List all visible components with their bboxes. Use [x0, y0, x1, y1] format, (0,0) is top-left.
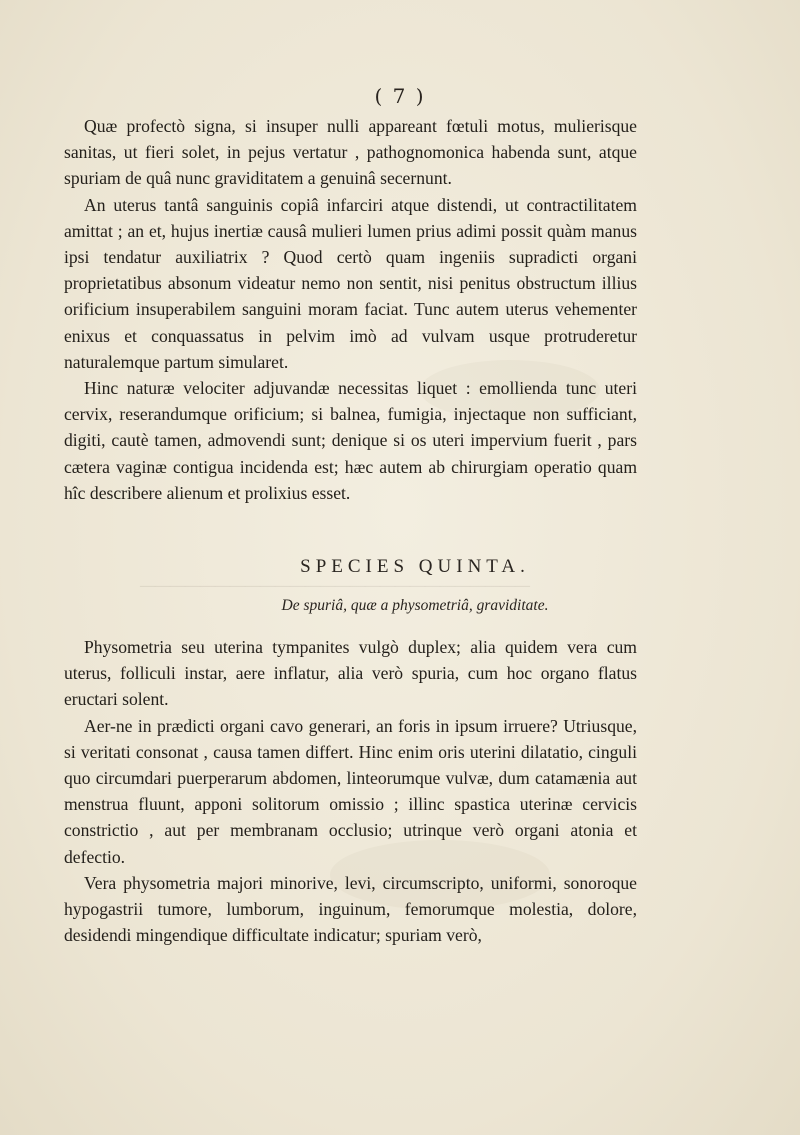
paragraph: An uterus tantâ sanguinis copiâ infarciri atque distendi, ut contractilitatem amittat ; an et, hujus inertiæ causâ mulieri lumen prius adimi possit quàm manus ipsi tendatur auxiliatrix ? Quod certò quam ingeniis supradicti organi proprietatibus absonum videatur nemo non sentit, nisi penitus obstructum illius orificium insuperabilem sanguini moram faciat. Tunc autem uterus vehementer enixus et conquassatus in pelvim imò ad vulvam usque protruderetur naturalemque partum simularet.	[64, 194, 637, 372]
text-block-top	[64, 113, 637, 506]
text-block-bottom	[64, 634, 637, 948]
page-number: ( 7 )	[374, 84, 426, 108]
paragraph: Physometria seu uterina tympanites vulgò duplex; alia quidem vera cum uterus, folliculi instar, aere inflatur, alia verò spuria, cum hoc organo flatus eructari solent.	[64, 637, 637, 710]
section-subheading: De spuriâ, quæ a physometriâ, graviditate.	[281, 597, 549, 614]
paragraph: Vera physometria majori minorive, levi, circumscripto, uniformi, sonoroque hypogastrii tumore, lumborum, inguinum, femorumque molestia, dolore, desidendi mingendique difficultate indicatur; spuriam verò,	[64, 872, 637, 946]
section-heading: SPECIES QUINTA.	[300, 556, 530, 577]
paragraph: Quæ profectò signa, si insuper nulli appareant fœtuli motus, mulierisque sanitas, ut fieri solet, in pejus vertatur , pathognomonica habenda sunt, atque spuriam de quâ nunc graviditatem a genuinâ secernunt.	[64, 116, 637, 189]
bleed-through-text: ——————————————————————————	[140, 578, 530, 594]
paragraph: Aer-ne in prædicti organi cavo generari, an foris in ipsum irruere? Utriusque, si veritati consonat , causa tamen differt. Hinc enim oris uterini dilatatio, cinguli quo circumdari puerperarum abdomen, linteorumque vulvæ, dum catamænia aut menstrua fluunt, apponi solitorum omissio ; illinc spastica uterinæ cervicis constrictio , aut per membranam occlusio; utrinque verò organi atonia et defectio.	[64, 715, 637, 867]
paragraph: Hinc naturæ velociter adjuvandæ necessitas liquet : emollienda tunc uteri cervix, reserandumque orificium; si balnea, fumigia, injectaque non sufficiant, digiti, cautè tamen, admovendi sunt; denique si os uteri impervium fuerit , pars cætera vaginæ contigua incidenda est; hæc autem ab chirurgiam operatio quam hîc describere alienum et prolixius esset.	[64, 378, 637, 503]
